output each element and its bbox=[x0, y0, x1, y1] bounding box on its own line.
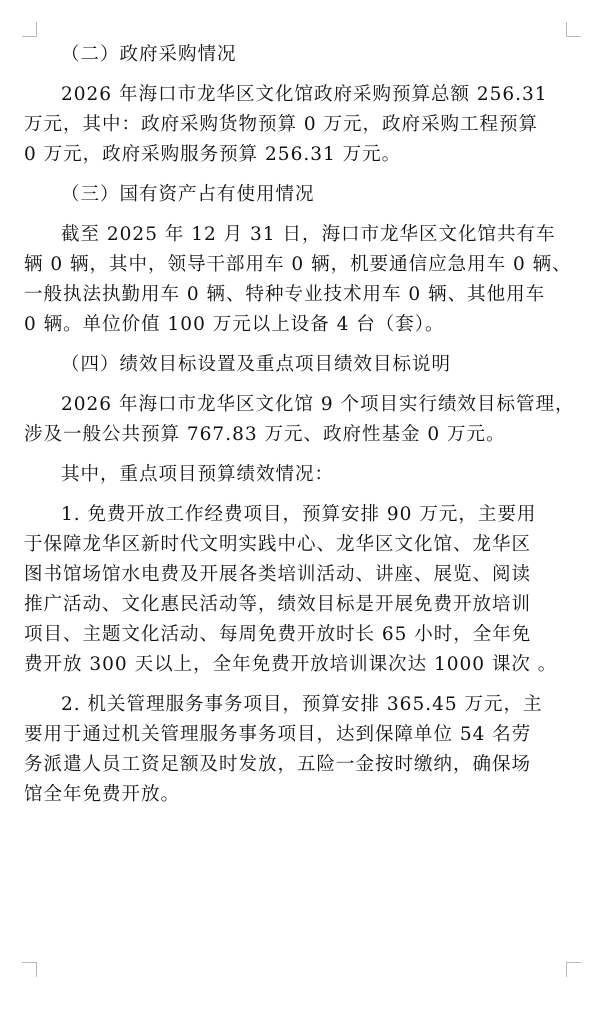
crop-mark-top-right bbox=[566, 22, 581, 37]
document-body bbox=[24, 40, 584, 820]
text-line: 0 辆。单位价值 100 万元以上设备 4 台（套）。 bbox=[24, 314, 445, 335]
text-line: 2026 年海口市龙华区文化馆政府采购预算总额 256.31 bbox=[61, 84, 548, 105]
text-line: 2026 年海口市龙华区文化馆 9 个项目实行绩效目标管理， bbox=[61, 394, 575, 415]
text-line: 1. 免费开放工作经费项目，预算安排 90 万元，主要用 bbox=[61, 504, 537, 525]
paragraph bbox=[24, 220, 584, 340]
paragraph bbox=[24, 690, 584, 810]
paragraph bbox=[24, 80, 584, 170]
paragraph bbox=[24, 500, 584, 680]
text-line: 务派遣人员工资足额及时发放，五险一金按时缴纳，确保场 bbox=[24, 754, 532, 775]
crop-mark-top-left bbox=[22, 22, 37, 37]
paragraph bbox=[24, 390, 584, 450]
text-line: 辆 0 辆，其中，领导干部用车 0 辆，机要通信应急用车 0 辆、 bbox=[24, 254, 572, 275]
text-line: 0 万元，政府采购服务预算 256.31 万元。 bbox=[24, 144, 402, 165]
section-heading bbox=[24, 40, 584, 70]
crop-mark-bottom-right bbox=[566, 962, 581, 977]
text-line: 推广活动、文化惠民活动等，绩效目标是开展免费开放培训 bbox=[24, 594, 532, 615]
text-line: （四）绩效目标设置及重点项目绩效目标说明 bbox=[61, 354, 452, 375]
paragraph bbox=[24, 460, 584, 490]
text-line: 2. 机关管理服务事务项目，预算安排 365.45 万元，主 bbox=[61, 694, 543, 715]
section-heading bbox=[24, 350, 584, 380]
text-line: 要用于通过机关管理服务事务项目，达到保障单位 54 名劳 bbox=[24, 724, 532, 745]
text-line: 项目、主题文化活动、每周免费开放时长 65 小时，全年免 bbox=[24, 624, 532, 645]
text-line: 于保障龙华区新时代文明实践中心、龙华区文化馆、龙华区 bbox=[24, 534, 532, 555]
text-line: 截至 2025 年 12 月 31 日，海口市龙华区文化馆共有车 bbox=[61, 224, 556, 245]
text-line: （三）国有资产占有使用情况 bbox=[61, 184, 315, 205]
text-line: 涉及一般公共预算 767.83 万元、政府性基金 0 万元。 bbox=[24, 424, 506, 445]
text-line: 图书馆场馆水电费及开展各类培训活动、讲座、展览、阅读 bbox=[24, 564, 532, 585]
text-line: 费开放 300 天以上，全年免费开放培训课次达 1000 课次 。 bbox=[24, 654, 558, 675]
text-line: 一般执法执勤用车 0 辆、特种专业技术用车 0 辆、其他用车 bbox=[24, 284, 546, 305]
crop-mark-bottom-left bbox=[22, 962, 37, 977]
section-heading bbox=[24, 180, 584, 210]
text-line: 馆全年免费开放。 bbox=[24, 784, 181, 805]
text-line: （二）政府采购情况 bbox=[61, 44, 237, 65]
text-line: 其中，重点项目预算绩效情况： bbox=[61, 464, 335, 485]
text-line: 万元，其中：政府采购货物预算 0 万元，政府采购工程预算 bbox=[24, 114, 539, 135]
